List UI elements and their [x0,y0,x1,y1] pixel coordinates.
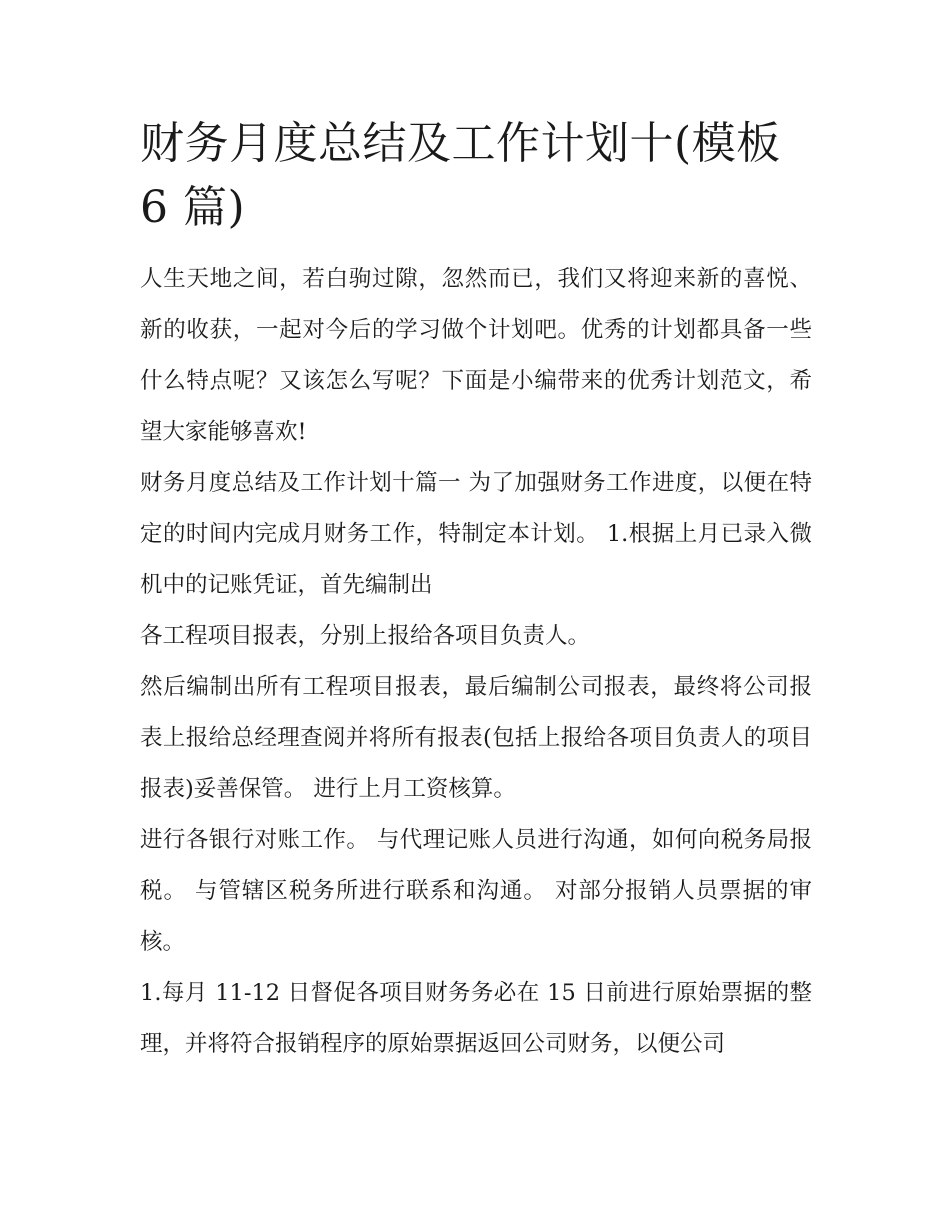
paragraph-company-report: 然后编制出所有工程项目报表，最后编制公司报表，最终将公司报表上报给总经理查阅并将所有报表(包括上报给各项目负责人的项目报表)妥善保管。 进行上月工资核算。 [140,674,812,802]
paragraph-bank-tax: 进行各银行对账工作。 与代理记账人员进行沟通，如何向税务局报税。 与管辖区税务所进行联系和沟通。 对部分报销人员票据的审核。 [140,827,812,955]
paragraph-intro: 人生天地之间，若白驹过隙，忽然而已，我们又将迎来新的喜悦、新的收获，一起对今后的学习做个计划吧。优秀的计划都具备一些什么特点呢？又该怎么写呢？下面是小编带来的优秀计划范文，希望大家能够喜欢! [140,266,812,445]
document-page [140,112,812,1070]
paragraph-project-report: 各工程项目报表，分别上报给各项目负责人。 [140,623,591,649]
paragraph-monthly-receipts: 1.每月 11-12 日督促各项目财务务必在 15 日前进行原始票据的整理，并将符合报销程序的原始票据返回公司财务，以便公司 [140,980,812,1057]
document-title: 财务月度总结及工作计划十(模板 6 篇) [140,118,781,233]
paragraph-plan-intro: 财务月度总结及工作计划十篇一 为了加强财务工作进度，以便在特定的时间内完成月财务工作，特制定本计划。 1.根据上月已录入微机中的记账凭证，首先编制出 [140,470,812,598]
